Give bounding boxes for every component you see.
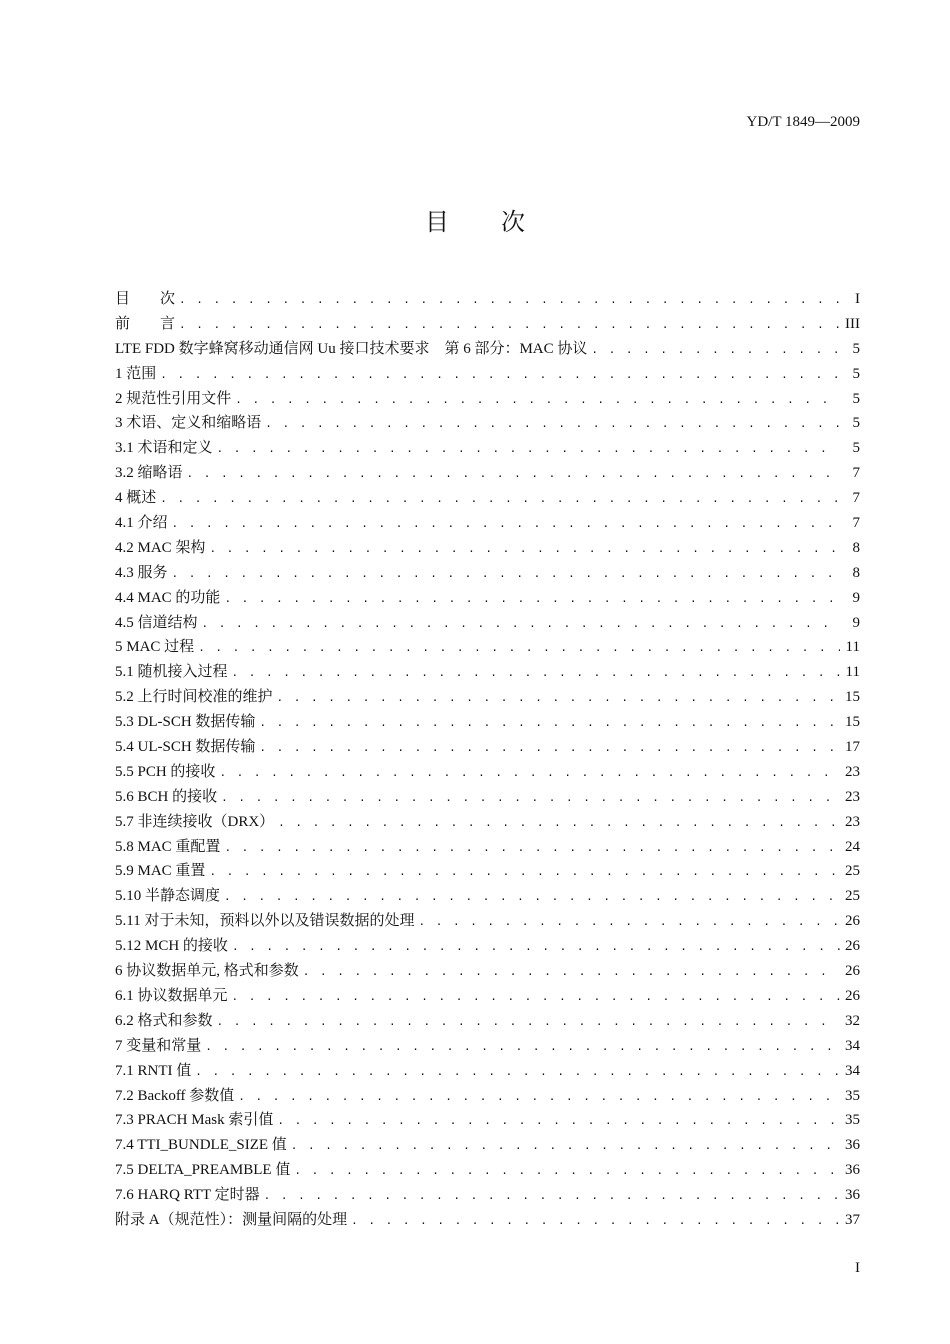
toc-entry-label: 7.3 PRACH Mask 索引值 bbox=[115, 1112, 274, 1129]
toc-dot-leader bbox=[217, 442, 840, 455]
toc-entry-label: 5.8 MAC 重配置 bbox=[115, 838, 221, 855]
toc-dot-leader bbox=[232, 666, 840, 679]
toc-dot-leader bbox=[264, 1189, 840, 1202]
toc-entry-label: 4.5 信道结构 bbox=[115, 614, 198, 631]
toc-dot-leader bbox=[205, 1040, 840, 1053]
toc-dot-leader bbox=[351, 1214, 840, 1227]
toc-entry-page: 23 bbox=[845, 813, 860, 830]
toc-entry-label: 5.12 MCH 的接收 bbox=[115, 938, 228, 955]
toc-entry[interactable] bbox=[115, 312, 860, 337]
toc-entry-label: 7.6 HARQ RTT 定时器 bbox=[115, 1187, 260, 1204]
toc-dot-leader bbox=[232, 940, 840, 953]
toc-entry-label: 前 言 bbox=[115, 315, 176, 332]
toc-entry[interactable] bbox=[115, 735, 860, 760]
toc-dot-leader bbox=[221, 791, 840, 804]
toc-entry-page: 23 bbox=[845, 788, 860, 805]
toc-entry[interactable] bbox=[115, 884, 860, 909]
toc-dot-leader bbox=[217, 1015, 840, 1028]
toc-entry[interactable] bbox=[115, 1084, 860, 1109]
toc-entry[interactable] bbox=[115, 959, 860, 984]
toc-entry-page: 32 bbox=[845, 1012, 860, 1029]
toc-entry[interactable] bbox=[115, 1009, 860, 1034]
toc-entry-page: 26 bbox=[845, 938, 860, 955]
toc-dot-leader bbox=[291, 1139, 840, 1152]
toc-entry[interactable] bbox=[115, 387, 860, 412]
toc-dot-leader bbox=[198, 641, 840, 654]
toc-entry-page: 26 bbox=[845, 987, 860, 1004]
toc-entry[interactable] bbox=[115, 1108, 860, 1133]
toc-entry-page: 7 bbox=[852, 515, 860, 532]
toc-dot-leader bbox=[209, 865, 840, 878]
toc-entry-page: 35 bbox=[845, 1112, 860, 1129]
toc-entry-page: 36 bbox=[845, 1137, 860, 1154]
toc-entry-label: 5.3 DL-SCH 数据传输 bbox=[115, 714, 256, 731]
toc-entry-label: 3 术语、定义和缩略语 bbox=[115, 415, 262, 432]
toc-entry-label: 5.9 MAC 重置 bbox=[115, 863, 206, 880]
toc-dot-leader bbox=[172, 567, 840, 580]
toc-entry-page: 11 bbox=[845, 664, 860, 681]
toc-dot-leader bbox=[179, 293, 840, 306]
toc-dot-leader bbox=[179, 318, 840, 331]
toc-entry-page: 7 bbox=[852, 490, 860, 507]
toc-entry[interactable] bbox=[115, 859, 860, 884]
toc-entry-label: 4 概述 bbox=[115, 490, 157, 507]
toc-dot-leader bbox=[202, 617, 840, 630]
toc-entry[interactable] bbox=[115, 635, 860, 660]
toc-entry[interactable] bbox=[115, 511, 860, 536]
toc-entry-label: 3.1 术语和定义 bbox=[115, 440, 213, 457]
toc-entry[interactable] bbox=[115, 835, 860, 860]
toc-entry-page: I bbox=[855, 291, 860, 307]
toc-dot-leader bbox=[294, 1164, 840, 1177]
toc-entry[interactable] bbox=[115, 337, 860, 362]
toc-dot-leader bbox=[277, 691, 840, 704]
toc-entry-label: 5.10 半静态调度 bbox=[115, 888, 221, 905]
toc-entry-page: 8 bbox=[852, 564, 860, 581]
toc-entry-label: 1 范围 bbox=[115, 365, 157, 382]
toc-entry[interactable] bbox=[115, 710, 860, 735]
toc-entry-label: 7.4 TTI_BUNDLE_SIZE 值 bbox=[115, 1137, 287, 1154]
toc-entry-page: 8 bbox=[852, 539, 860, 556]
toc-entry-page: III bbox=[845, 315, 860, 332]
toc-dot-leader bbox=[259, 716, 840, 729]
toc-entry[interactable] bbox=[115, 934, 860, 959]
toc-dot-leader bbox=[418, 915, 840, 928]
toc-dot-leader bbox=[303, 965, 840, 978]
toc-entry[interactable] bbox=[115, 461, 860, 486]
toc-entry[interactable] bbox=[115, 1208, 860, 1233]
toc-entry-page: 11 bbox=[845, 639, 860, 656]
toc-entry-page: 35 bbox=[845, 1087, 860, 1104]
toc-entry[interactable] bbox=[115, 785, 860, 810]
toc-dot-leader bbox=[172, 517, 840, 530]
toc-entry[interactable] bbox=[115, 436, 860, 461]
toc-entry-label: 6.1 协议数据单元 bbox=[115, 987, 228, 1004]
toc-entry-page: 5 bbox=[852, 415, 860, 432]
toc-dot-leader bbox=[238, 1090, 840, 1103]
toc-dot-leader bbox=[265, 417, 840, 430]
toc-entry[interactable] bbox=[115, 611, 860, 636]
toc-dot-leader bbox=[278, 816, 840, 829]
toc-entry-label: 6.2 格式和参数 bbox=[115, 1012, 213, 1029]
toc-entry[interactable] bbox=[115, 1034, 860, 1059]
toc-dot-leader bbox=[235, 393, 840, 406]
toc-entry[interactable] bbox=[115, 486, 860, 511]
toc-entry-page: 7 bbox=[852, 465, 860, 482]
toc-entry-page: 34 bbox=[845, 1062, 860, 1079]
toc-dot-leader bbox=[224, 841, 840, 854]
toc-dot-leader bbox=[259, 741, 840, 754]
toc-entry[interactable] bbox=[115, 411, 860, 436]
toc-entry-label: 3.2 缩略语 bbox=[115, 465, 183, 482]
toc-entry-page: 5 bbox=[852, 440, 860, 457]
toc-entry[interactable] bbox=[115, 760, 860, 785]
toc-entry-label: 7.1 RNTI 值 bbox=[115, 1062, 192, 1079]
toc-entry-label: 6 协议数据单元, 格式和参数 bbox=[115, 963, 299, 980]
toc-dot-leader bbox=[160, 492, 840, 505]
toc-entry-page: 15 bbox=[845, 689, 860, 706]
toc-entry[interactable] bbox=[115, 1133, 860, 1158]
toc-entry[interactable] bbox=[115, 561, 860, 586]
toc-dot-leader bbox=[209, 542, 840, 555]
page-title: 目次 bbox=[425, 208, 577, 236]
toc-entry[interactable] bbox=[115, 909, 860, 934]
toc-entry[interactable] bbox=[115, 586, 860, 611]
toc-dot-leader bbox=[160, 368, 840, 381]
toc-entry[interactable] bbox=[115, 660, 860, 685]
toc-entry-label: 5.11 对于未知，预料以外以及错误数据的处理 bbox=[115, 913, 415, 930]
toc-entry-page: 36 bbox=[845, 1162, 860, 1179]
toc-entry-page: 5 bbox=[852, 340, 860, 357]
toc-entry-label: 5.4 UL-SCH 数据传输 bbox=[115, 739, 256, 756]
toc-entry-page: 23 bbox=[845, 763, 860, 780]
toc-entry[interactable] bbox=[115, 287, 860, 312]
toc-entry[interactable] bbox=[115, 685, 860, 710]
toc-dot-leader bbox=[591, 343, 840, 356]
toc-entry-page: 5 bbox=[852, 365, 860, 382]
toc-entry-label: 5.7 非连续接收（DRX） bbox=[115, 813, 275, 830]
toc-entry-label: 4.3 服务 bbox=[115, 564, 168, 581]
toc-entry-page: 36 bbox=[845, 1187, 860, 1204]
toc-entry-label: 7 变量和常量 bbox=[115, 1037, 202, 1054]
toc-entry-label: 4.4 MAC 的功能 bbox=[115, 589, 221, 606]
toc-entry[interactable] bbox=[115, 984, 860, 1009]
page-number: I bbox=[855, 1260, 860, 1276]
toc-entry-label: 7.2 Backoff 参数值 bbox=[115, 1087, 235, 1104]
toc-entry-label: 2 规范性引用文件 bbox=[115, 390, 232, 407]
toc-entry-label: LTE FDD 数字蜂窝移动通信网 Uu 接口技术要求 第 6 部分：MAC 协议 bbox=[115, 340, 588, 357]
table-of-contents bbox=[115, 287, 860, 1233]
toc-dot-leader bbox=[232, 990, 840, 1003]
toc-entry-label: 4.2 MAC 架构 bbox=[115, 539, 206, 556]
document-code: YD/T 1849—2009 bbox=[746, 114, 860, 130]
toc-dot-leader bbox=[187, 467, 840, 480]
toc-entry-label: 5.6 BCH 的接收 bbox=[115, 788, 218, 805]
toc-entry[interactable] bbox=[115, 362, 860, 387]
toc-dot-leader bbox=[224, 890, 840, 903]
toc-entry-page: 17 bbox=[845, 739, 860, 756]
toc-entry-page: 26 bbox=[845, 913, 860, 930]
toc-entry-page: 25 bbox=[845, 888, 860, 905]
toc-entry-label: 4.1 介绍 bbox=[115, 515, 168, 532]
toc-entry-page: 5 bbox=[852, 390, 860, 407]
toc-entry[interactable] bbox=[115, 1183, 860, 1208]
toc-entry-page: 9 bbox=[852, 614, 860, 631]
toc-entry[interactable] bbox=[115, 810, 860, 835]
toc-entry-label: 5.1 随机接入过程 bbox=[115, 664, 228, 681]
toc-entry-label: 附录 A（规范性）：测量间隔的处理 bbox=[115, 1211, 348, 1228]
toc-dot-leader bbox=[224, 592, 840, 605]
toc-dot-leader bbox=[277, 1114, 840, 1127]
toc-entry-page: 15 bbox=[845, 714, 860, 731]
toc-entry[interactable] bbox=[115, 1158, 860, 1183]
toc-entry-page: 24 bbox=[845, 838, 860, 855]
toc-entry[interactable] bbox=[115, 1059, 860, 1084]
toc-entry-page: 9 bbox=[852, 589, 860, 606]
toc-entry-label: 目 次 bbox=[115, 291, 176, 307]
toc-dot-leader bbox=[219, 766, 840, 779]
toc-entry[interactable] bbox=[115, 536, 860, 561]
toc-entry-label: 5.5 PCH 的接收 bbox=[115, 763, 216, 780]
toc-entry-page: 25 bbox=[845, 863, 860, 880]
toc-entry-label: 7.5 DELTA_PREAMBLE 值 bbox=[115, 1162, 291, 1179]
toc-entry-page: 34 bbox=[845, 1037, 860, 1054]
toc-entry-page: 26 bbox=[845, 963, 860, 980]
toc-entry-label: 5 MAC 过程 bbox=[115, 639, 195, 656]
toc-entry-label: 5.2 上行时间校准的维护 bbox=[115, 689, 273, 706]
toc-entry-page: 37 bbox=[845, 1211, 860, 1228]
toc-dot-leader bbox=[195, 1065, 840, 1078]
